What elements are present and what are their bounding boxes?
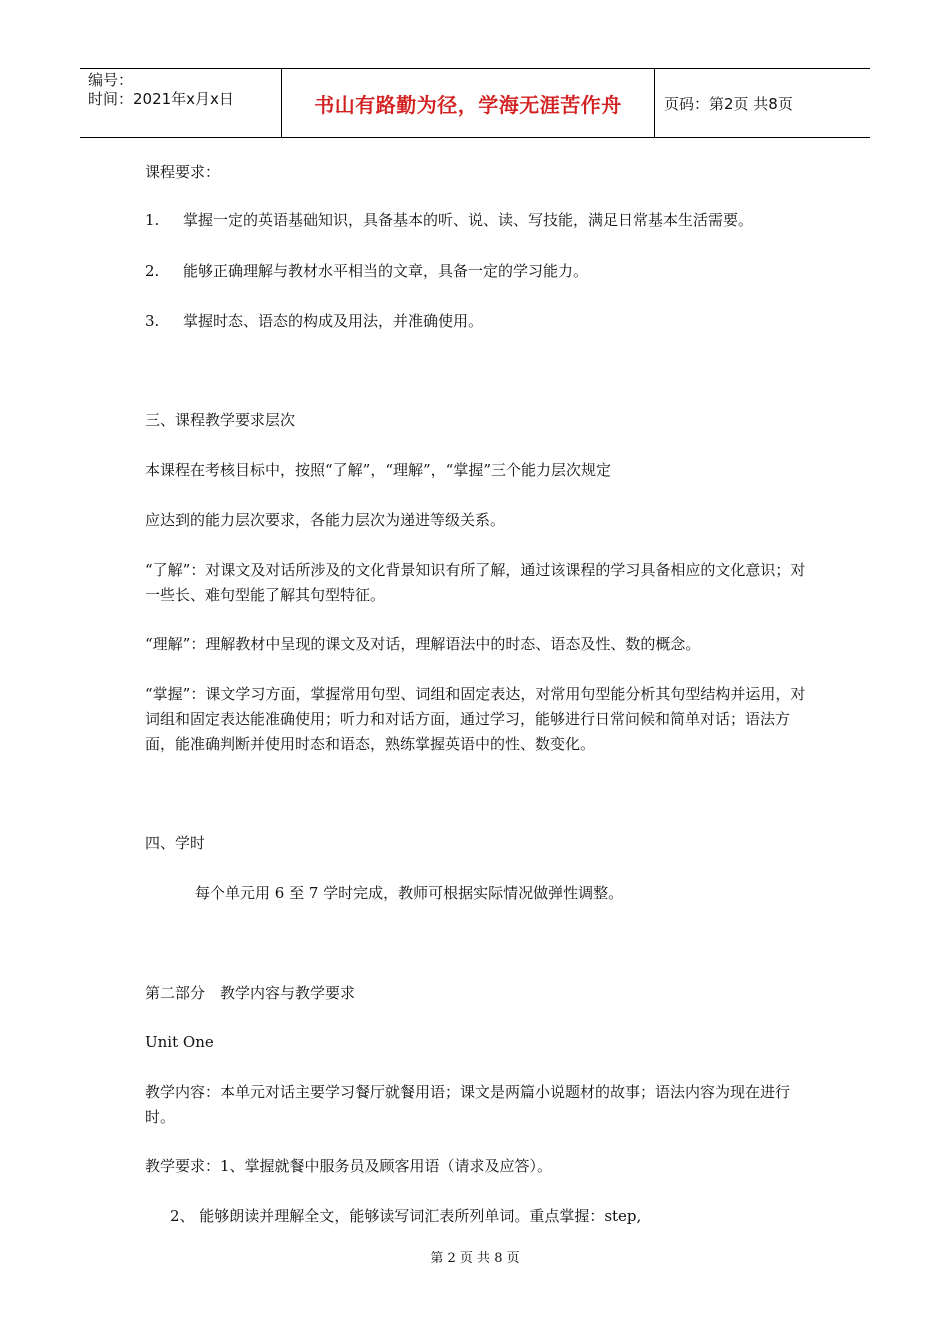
teaching-requirement-2: 2、 能够朗读并理解全文，能够读写词汇表所列单词。重点掌握：step, [170, 1207, 642, 1225]
item-text: 掌握一定的英语基础知识，具备基本的听、说、读、写技能，满足日常基本生活需要。 [183, 211, 754, 229]
unit-title: Unit One [145, 1033, 214, 1051]
section-3-paragraph-1: 本课程在考核目标中，按照“了解”，“理解”，“掌握”三个能力层次规定 [145, 461, 612, 479]
level-understand-basic: “了解”：对课文及对话所涉及的文化背景知识有所了解，通过该课程的学习具备相应的文化意识；对一些长、难句型能了解其句型特征。 [145, 561, 806, 604]
header-motto: 书山有路勤为径，学海无涯苦作舟 [281, 69, 655, 137]
item-text: 能够正确理解与教材水平相当的文章，具备一定的学习能力。 [183, 262, 589, 280]
serial-label: 编号： [88, 71, 134, 89]
teaching-requirement-1: 教学要求：1、掌握就餐中服务员及顾客用语（请求及应答）。 [145, 1157, 553, 1175]
item-text: 掌握时态、语态的构成及用法，并准确使用。 [183, 312, 484, 330]
teaching-content: 教学内容：本单元对话主要学习餐厅就餐用语；课文是两篇小说题材的故事；语法内容为现在进行时。 [145, 1083, 791, 1126]
section-4-text: 每个单元用 6 至 7 学时完成，教师可根据实际情况做弹性调整。 [195, 884, 624, 902]
item-number: 1. [145, 211, 160, 229]
requirement-item [145, 309, 825, 334]
level-master: “掌握”：课文学习方面，掌握常用句型、词组和固定表达，对常用句型能分析其句型结构并运用，对词组和固定表达能准确使用；听力和对话方面，通过学习，能够进行日常问候和简单对话；语法方面，能准确判断并使用时态和语态，熟练掌握英语中的性、数变化。 [145, 685, 806, 753]
item-number: 3. [145, 312, 160, 330]
section-3-paragraph-2: 应达到的能力层次要求，各能力层次为递进等级关系。 [145, 511, 506, 529]
requirement-item [145, 259, 825, 284]
page-header [80, 68, 870, 138]
section-4-title: 四、学时 [145, 834, 206, 852]
section-3-title: 三、课程教学要求层次 [145, 411, 296, 429]
page-footer: 第 2 页 共 8 页 [430, 1251, 520, 1266]
level-comprehend: “理解”：理解教材中呈现的课文及对话，理解语法中的时态、语态及性、数的概念。 [145, 635, 701, 653]
item-number: 2. [145, 262, 160, 280]
time-label: 时间：2021年x月x日 [88, 90, 234, 108]
header-meta [88, 71, 283, 109]
course-requirements-title: 课程要求： [145, 163, 221, 181]
requirement-item [145, 208, 835, 233]
part-2-title: 第二部分 教学内容与教学要求 [145, 984, 356, 1002]
header-page-label: 页码：第2页 共8页 [664, 94, 793, 113]
